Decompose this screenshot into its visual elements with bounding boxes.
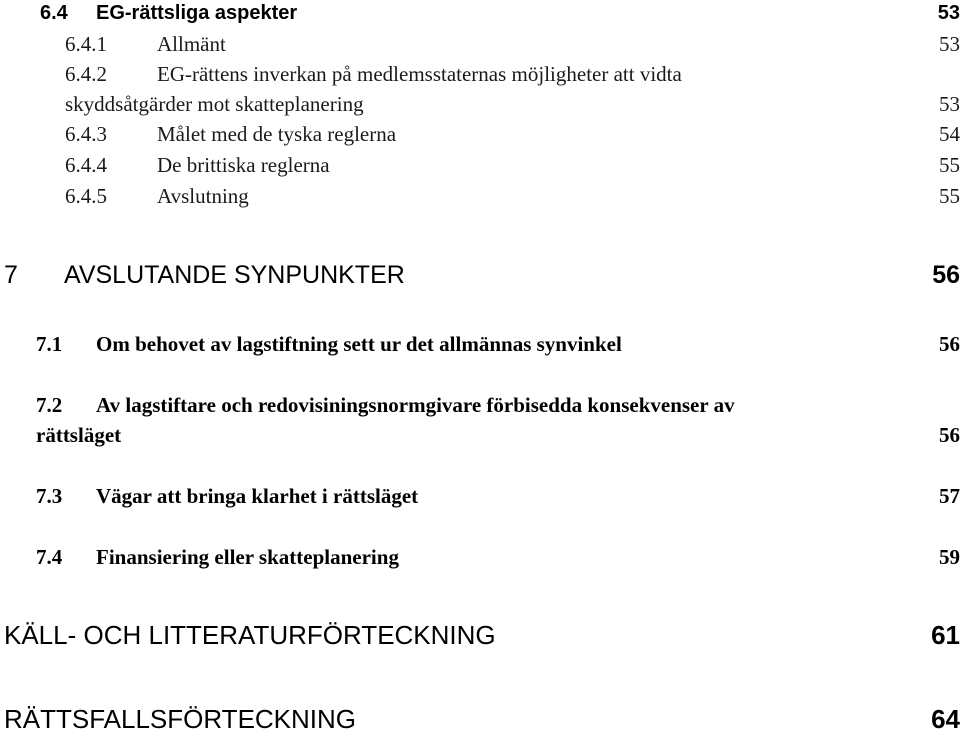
chapter-title: AVSLUTANDE SYNPUNKTER bbox=[64, 261, 405, 289]
chapter-number: 7 bbox=[4, 261, 18, 289]
section-number: 7.4 bbox=[36, 545, 63, 569]
section-number: 6.4 bbox=[40, 2, 68, 24]
section-title: Avslutning bbox=[157, 184, 249, 208]
section-title: Finansiering eller skatteplanering bbox=[96, 545, 399, 569]
page-number: 56 bbox=[939, 332, 960, 356]
section-title: EG-rättsliga aspekter bbox=[96, 2, 298, 24]
heading-title: RÄTTSFALLSFÖRTECKNING bbox=[4, 704, 357, 734]
section-number: 7.3 bbox=[36, 484, 63, 508]
page-number: 56 bbox=[932, 261, 960, 289]
section-number: 7.1 bbox=[36, 332, 63, 356]
section-title: Allmänt bbox=[157, 32, 226, 56]
page-number: 55 bbox=[939, 153, 960, 177]
heading-title: KÄLL- OCH LITTERATURFÖRTECKNING bbox=[4, 620, 496, 650]
section-number: 6.4.3 bbox=[65, 122, 107, 146]
section-number: 6.4.4 bbox=[65, 153, 107, 177]
page-number: 64 bbox=[931, 704, 960, 734]
section-title-line-1: EG-rättens inverkan på medlemsstaternas möjligheter att vidta bbox=[157, 62, 682, 86]
page-number: 57 bbox=[939, 484, 960, 508]
page-number: 56 bbox=[939, 423, 960, 447]
page-number: 53 bbox=[937, 2, 960, 24]
section-title-line-2: rättsläget bbox=[36, 423, 122, 447]
page-number: 55 bbox=[939, 184, 960, 208]
section-title: Om behovet av lagstiftning sett ur det allmännas synvinkel bbox=[96, 332, 622, 356]
section-title: Vägar att bringa klarhet i rättsläget bbox=[96, 484, 419, 508]
section-number: 6.4.1 bbox=[65, 32, 107, 56]
page-number: 53 bbox=[939, 32, 960, 56]
section-title-line-1: Av lagstiftare och redovisiningsnormgivare förbisedda konsekvenser av bbox=[96, 393, 735, 417]
page-number: 59 bbox=[939, 545, 960, 569]
page-number: 53 bbox=[939, 92, 960, 116]
section-number: 7.2 bbox=[36, 393, 63, 417]
section-title-line-2: skyddsåtgärder mot skatteplanering bbox=[65, 92, 364, 116]
section-number: 6.4.2 bbox=[65, 62, 107, 86]
page-number: 61 bbox=[931, 620, 960, 650]
page-number: 54 bbox=[939, 122, 960, 146]
section-title: Målet med de tyska reglerna bbox=[157, 122, 397, 146]
section-title: De brittiska reglerna bbox=[157, 153, 330, 177]
section-number: 6.4.5 bbox=[65, 184, 107, 208]
